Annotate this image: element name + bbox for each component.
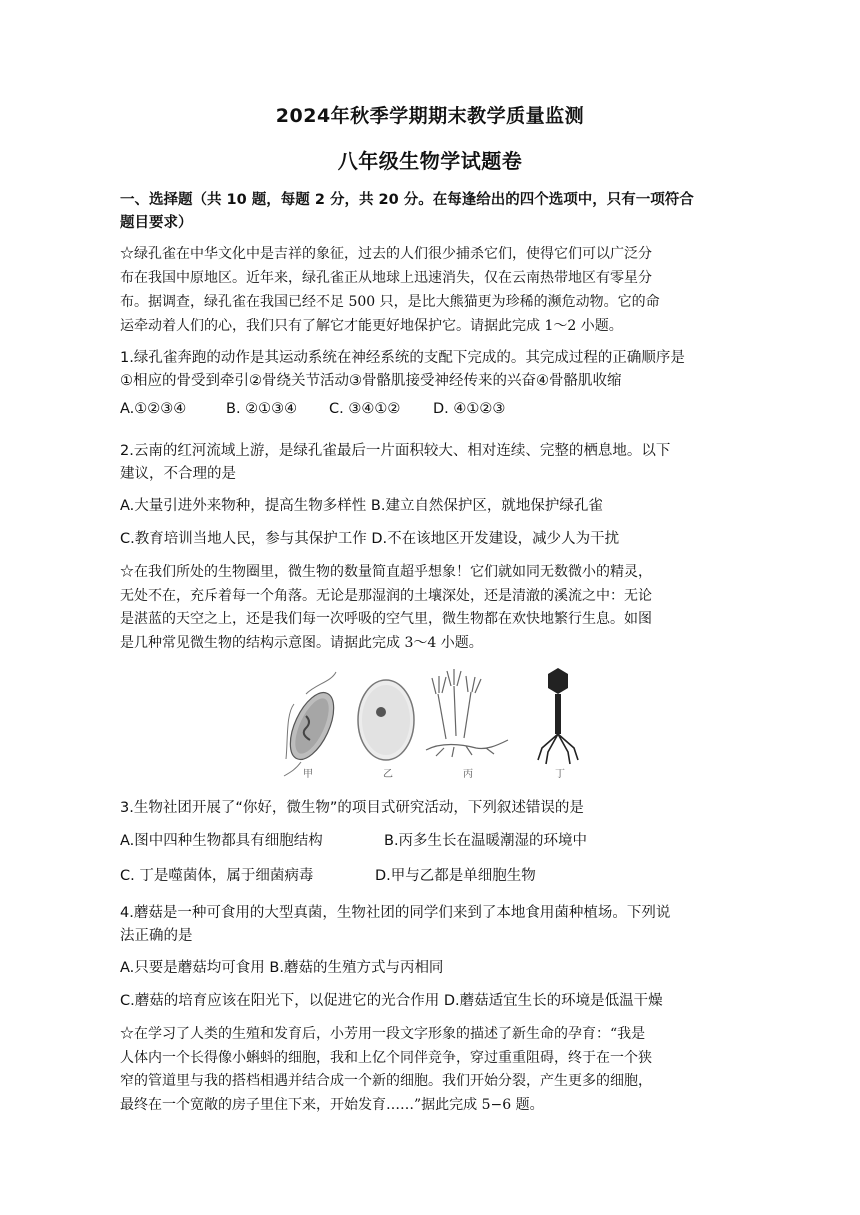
q3-option-d: D.甲与乙都是单细胞生物 [375, 868, 536, 884]
q3-option-c: C. 丁是噬菌体，属于细菌病毒 [120, 868, 314, 884]
q3-stem: 3.生物社团开展了“你好，微生物”的项目式研究活动，下列叙述错误的是 [120, 800, 584, 816]
q2-stem-line2: 建议，不合理的是 [120, 466, 236, 482]
passage3-line1: ☆在学习了人类的生殖和发育后，小芳用一段文字形象的描述了新生命的孕育：“我是 [120, 1026, 646, 1042]
passage2-line1: ☆在我们所处的生物圈里，微生物的数量简直超乎想象！它们就如同无数微小的精灵， [120, 564, 652, 580]
q4-stem-line1: 4.蘑菇是一种可食用的大型真菌，生物社团的同学们来到了本地食用菌种植场。下列说 [120, 905, 671, 921]
passage2-line2: 无处不在，充斥着每一个角落。无论是那湿润的土壤深处，还是清澈的溪流之中：无论 [120, 588, 652, 604]
figure-label-ding: 丁 [555, 769, 565, 780]
bacterium-drawing [281, 672, 342, 776]
q1-option-d: D. ④①②③ [433, 401, 506, 417]
q1-stem-line1: 1.绿孔雀奔跑的动作是其运动系统在神经系统的支配下完成的。其完成过程的正确顺序是 [120, 350, 685, 366]
mold-drawing [426, 669, 508, 757]
passage1-line4: 运牵动着人们的心，我们只有了解它才能更好地保护它。请据此完成 1〜2 小题。 [120, 318, 623, 334]
exam-title: 2024年秋季学期期末教学质量监测 [275, 105, 585, 127]
q4-options-cd: C.蘑菇的培育应该在阳光下，以促进它的光合作用 D.蘑菇适宜生长的环境是低温干燥 [120, 993, 663, 1009]
passage1-line2: 布在我国中原地区。近年来，绿孔雀正从地球上迅速消失，仅在云南热带地区有零星分 [120, 270, 652, 286]
q1-option-c: C. ③④①② [329, 401, 401, 417]
section-heading-cont: 题目要求） [120, 215, 193, 231]
q1-option-a: A.①②③④ [120, 401, 187, 417]
passage1-line3: 布。据调查，绿孔雀在我国已经不足 500 只，是比大熊猫更为珍稀的濒危动物。它的命 [120, 294, 660, 310]
figure-label-yi: 乙 [383, 769, 393, 780]
yeast-drawing [358, 680, 414, 760]
q2-options-ab: A.大量引进外来物种，提高生物多样性 B.建立自然保护区，就地保护绿孔雀 [120, 498, 603, 514]
microorganism-figure [276, 664, 590, 782]
passage1-line1: ☆绿孔雀在中华文化中是吉祥的象征，过去的人们很少捕杀它们，使得它们可以广泛分 [120, 246, 652, 262]
q4-stem-line2: 法正确的是 [120, 928, 193, 944]
q1-option-b: B. ②①③④ [226, 401, 298, 417]
exam-subtitle: 八年级生物学试题卷 [337, 149, 523, 173]
passage3-line2: 人体内一个长得像小蝌蚪的细胞，我和上亿个同伴竞争，穿过重重阻碍，终于在一个狭 [120, 1050, 652, 1066]
q4-options-ab: A.只要是蘑菇均可食用 B.蘑菇的生殖方式与丙相同 [120, 960, 444, 976]
passage3-line4: 最终在一个宽敞的房子里住下来，开始发育……”据此完成 5−6 题。 [120, 1097, 544, 1113]
q3-option-a: A.图中四种生物都具有细胞结构 [120, 833, 323, 849]
passage3-line3: 窄的管道里与我的搭档相遇并结合成一个新的细胞。我们开始分裂，产生更多的细胞， [120, 1073, 652, 1089]
q2-options-cd: C.教育培训当地人民，参与其保护工作 D.不在该地区开发建设，减少人为干扰 [120, 531, 620, 547]
q1-stem-line2: ①相应的骨受到牵引②骨绕关节活动③骨骼肌接受神经传来的兴奋④骨骼肌收缩 [120, 373, 622, 389]
bacteriophage-drawing [538, 668, 578, 764]
q3-option-b: B.丙多生长在温暖潮湿的环境中 [384, 833, 588, 849]
figure-label-bing: 丙 [463, 769, 473, 780]
figure-label-jia: 甲 [303, 769, 313, 780]
passage2-line3: 是湛蓝的天空之上，还是我们每一次呼吸的空气里，微生物都在欢快地繁行生息。如图 [120, 611, 652, 627]
passage2-line4: 是几种常见微生物的结构示意图。请据此完成 3〜4 小题。 [120, 635, 483, 651]
section-heading: 一、选择题（共 10 题，每题 2 分，共 20 分。在每逢给出的四个选项中，只有一项符合 [120, 192, 694, 208]
q2-stem-line1: 2.云南的红河流域上游，是绿孔雀最后一片面积较大、相对连续、完整的栖息地。以下 [120, 443, 671, 459]
